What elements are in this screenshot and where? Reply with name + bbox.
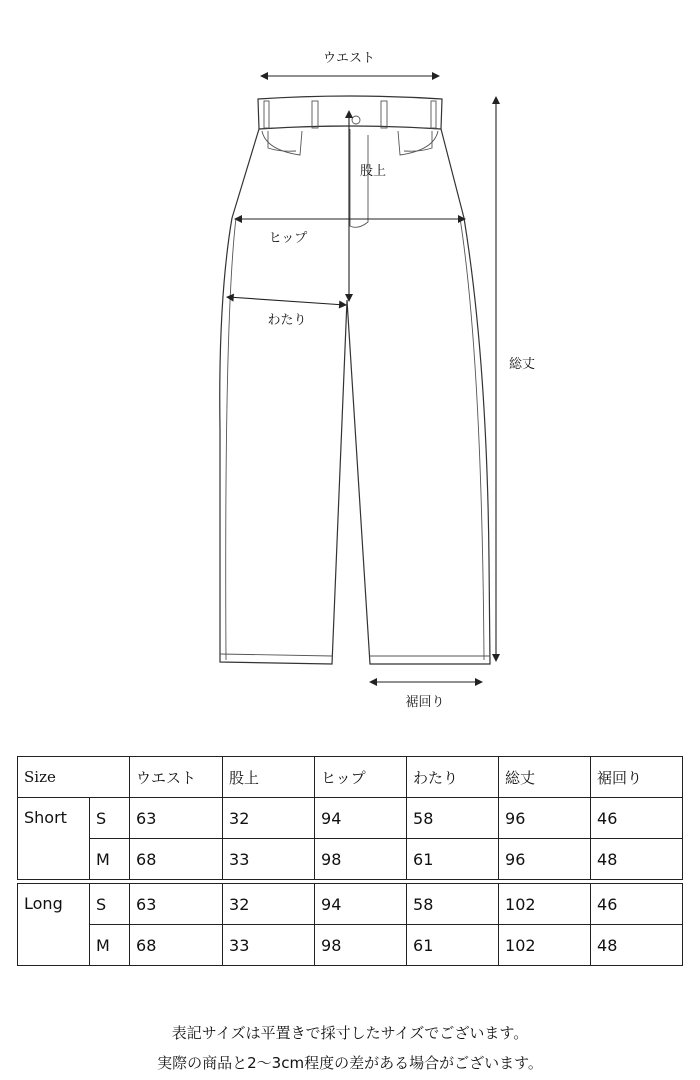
button-icon (352, 116, 360, 124)
belt-loop (312, 101, 318, 128)
value-cell: 63 (130, 798, 223, 839)
header-hem: 裾回り (591, 757, 683, 798)
header-thigh: わたり (407, 757, 499, 798)
belt-loop (381, 101, 387, 128)
value-cell: 94 (315, 884, 407, 925)
value-cell: 96 (499, 798, 591, 839)
value-cell: 58 (407, 798, 499, 839)
side-seam (226, 218, 236, 660)
value-cell: 48 (591, 925, 683, 966)
header-size: Size (18, 757, 130, 798)
header-length: 総丈 (499, 757, 591, 798)
value-cell: 33 (223, 839, 315, 880)
value-cell: 32 (223, 884, 315, 925)
waist-label: ウエスト (322, 51, 376, 66)
table-row (18, 925, 683, 966)
value-cell: 61 (407, 839, 499, 880)
size-cell: S (90, 798, 130, 839)
thigh-arrow (228, 297, 345, 305)
size-cell: S (90, 884, 130, 925)
belt-loop (264, 101, 269, 128)
size-cell: M (90, 839, 130, 880)
table-row (18, 798, 683, 839)
value-cell: 48 (591, 839, 683, 880)
hem-label: 裾回り (405, 695, 445, 710)
belt-loop (431, 101, 436, 128)
value-cell: 61 (407, 925, 499, 966)
group-label-long: Long (18, 884, 90, 966)
note-line: 表記サイズは平置きで採寸したサイズでございます。 (171, 1024, 529, 1042)
table-row (18, 839, 683, 880)
length-label: 総丈 (508, 357, 536, 372)
size-cell: M (90, 925, 130, 966)
value-cell: 68 (130, 839, 223, 880)
value-cell: 68 (130, 925, 223, 966)
value-cell: 46 (591, 884, 683, 925)
value-cell: 102 (499, 884, 591, 925)
value-cell: 63 (130, 884, 223, 925)
thigh-label: わたり (267, 313, 307, 328)
value-cell: 46 (591, 798, 683, 839)
value-cell: 96 (499, 839, 591, 880)
hem-stitch (220, 654, 332, 656)
group-label-short: Short (18, 798, 90, 880)
note-line: 実際の商品と2〜3cm程度の差がある場合がございます。 (157, 1054, 543, 1072)
table-header-row (18, 757, 683, 798)
front-pocket (268, 131, 296, 151)
measurement-notes (0, 1018, 700, 1078)
value-cell: 102 (499, 925, 591, 966)
value-cell: 98 (315, 839, 407, 880)
header-waist: ウエスト (130, 757, 223, 798)
value-cell: 98 (315, 925, 407, 966)
hip-label: ヒップ (268, 231, 308, 246)
table-row (18, 884, 683, 925)
side-seam (460, 218, 484, 660)
header-hip: ヒップ (315, 757, 407, 798)
value-cell: 32 (223, 798, 315, 839)
pants-outline (220, 129, 490, 664)
rise-label: 股上 (359, 164, 387, 179)
size-table (17, 756, 683, 966)
front-pocket (404, 131, 432, 151)
value-cell: 33 (223, 925, 315, 966)
value-cell: 94 (315, 798, 407, 839)
value-cell: 58 (407, 884, 499, 925)
header-rise: 股上 (223, 757, 315, 798)
